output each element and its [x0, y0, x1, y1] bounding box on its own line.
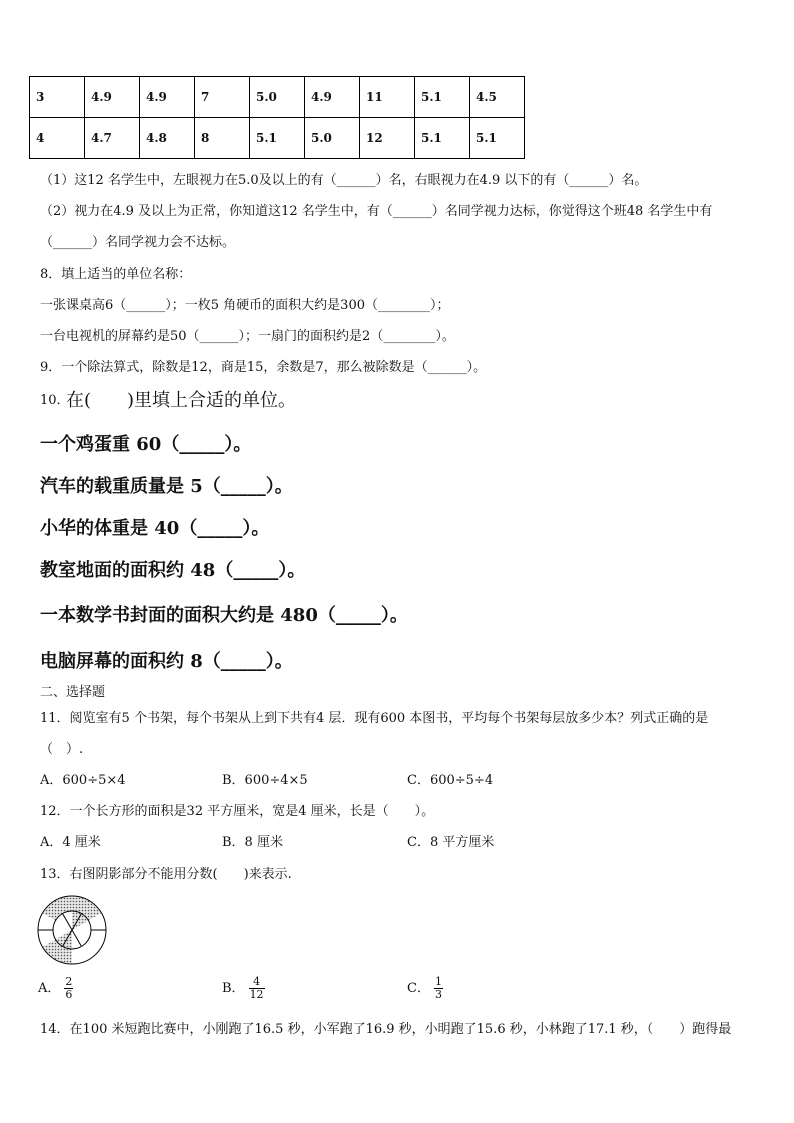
fraction-denominator: 12 [249, 988, 264, 1001]
vision-table [29, 76, 525, 159]
q11-option-b: B．600÷4×5 [222, 773, 308, 788]
table-cell: 5.0 [305, 118, 360, 159]
q10-item-6: 电脑屏幕的面积约 8（_____）。 [40, 651, 293, 672]
table-cell: 4.7 [85, 118, 140, 159]
q10-item-3: 小华的体重是 40（_____）。 [40, 518, 270, 539]
q11-line2: （ ）. [40, 742, 84, 757]
fraction [249, 976, 265, 1001]
q7-part2-line2: （______）名同学视力会不达标。 [40, 235, 236, 250]
option-label: B． [222, 981, 245, 996]
q12-option-c: C．8 平方厘米 [407, 835, 495, 850]
option-label: C． [407, 981, 430, 996]
q10-number: 10． [40, 393, 70, 408]
q8-line2: 一台电视机的屏幕约是50（______）；一扇门的面积约是2（________）。 [40, 329, 455, 344]
table-cell: 5.1 [470, 118, 525, 159]
section-2-title: 二、选择题 [40, 685, 106, 700]
fraction [434, 976, 443, 1001]
fraction-numerator: 1 [434, 975, 442, 988]
table-row [30, 77, 525, 118]
fraction-denominator: 3 [434, 988, 442, 1001]
q10-title: 在( )里填上合适的单位。 [66, 390, 297, 411]
q10-item-4: 教室地面的面积约 48（_____）。 [40, 560, 306, 581]
table-cell: 4.8 [140, 118, 195, 159]
fraction-denominator: 6 [65, 988, 73, 1001]
q8-title: 8．填上适当的单位名称： [40, 267, 192, 282]
q8-line1: 一张课桌高6（______）；一枚5 角硬币的面积大约是300（________）； [40, 298, 450, 313]
table-cell: 3 [30, 77, 85, 118]
table-cell: 4.9 [85, 77, 140, 118]
table-cell: 5.1 [415, 118, 470, 159]
table-cell: 11 [360, 77, 415, 118]
q12-option-b: B．8 厘米 [222, 835, 283, 850]
q10-item-1: 一个鸡蛋重 60（_____）。 [40, 434, 252, 455]
q10-item-5: 一本数学书封面的面积大约是 480（_____）。 [40, 605, 408, 626]
fraction-numerator: 4 [249, 976, 265, 989]
q7-part1: （1）这12 名学生中，左眼视力在5.0及以上的有（______）名，右眼视力在4.9 以下的有（______）名。 [40, 173, 648, 188]
table-cell: 8 [195, 118, 250, 159]
q11-line1: 11．阅览室有5 个书架，每个书架从上到下共有4 层．现有600 本图书，平均每个书架每层放多少本？列式正确的是 [40, 711, 709, 726]
q12-option-a: A．4 厘米 [40, 835, 101, 850]
option-label: A． [38, 981, 61, 996]
q13-option-c [407, 976, 443, 1001]
shaded-circle-figure [36, 894, 108, 966]
table-cell: 4.5 [470, 77, 525, 118]
fraction [64, 976, 73, 1001]
q13-option-b [222, 976, 265, 1001]
q10-item-2: 汽车的载重质量是 5（_____）。 [40, 476, 293, 497]
q11-option-a: A．600÷5×4 [40, 773, 126, 788]
q11-option-c: C．600÷5÷4 [407, 773, 494, 788]
q13-text: 13．右图阴影部分不能用分数( )来表示. [40, 867, 292, 882]
q9-text: 9．一个除法算式，除数是12，商是15，余数是7，那么被除数是（______）。 [40, 360, 487, 375]
table-cell: 5.0 [250, 77, 305, 118]
table-cell: 5.1 [250, 118, 305, 159]
table-row [30, 118, 525, 159]
q14-text: 14．在100 米短跑比赛中，小刚跑了16.5 秒，小军跑了16.9 秒，小明跑了15.6 秒，小林跑了17.1 秒，（ ）跑得最 [40, 1022, 732, 1037]
table-cell: 7 [195, 77, 250, 118]
table-cell: 4.9 [140, 77, 195, 118]
table-cell: 4.9 [305, 77, 360, 118]
q13-option-a [38, 976, 73, 1001]
q7-part2-line1: （2）视力在4.9 及以上为正常，你知道这12 名学生中，有（______）名同学视力达标，你觉得这个班48 名学生中有 [40, 204, 713, 219]
q12-text: 12．一个长方形的面积是32 平方厘米，宽是4 厘米，长是（ ）。 [40, 804, 435, 819]
fraction-numerator: 2 [65, 975, 73, 988]
table-cell: 4 [30, 118, 85, 159]
table-cell: 5.1 [415, 77, 470, 118]
table-cell: 12 [360, 118, 415, 159]
